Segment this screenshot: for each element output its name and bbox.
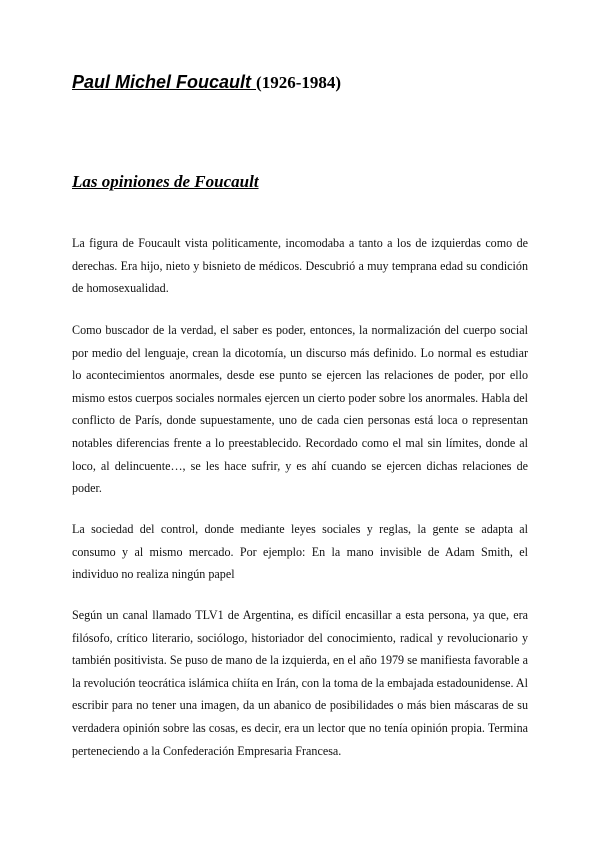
- paragraph-power: Como buscador de la verdad, el saber es poder, entonces, la normalización del cuerpo social por medio del lenguaje, crean la dicotomía, un discurso más definido. Lo normal es estudiar lo acontecimientos anormales, desde ese punto se ejercen las relaciones de poder, por ello mismo estos cuerpos sociales normales ejercen un cierto poder sobre los anormales. Habla del conflicto de París, donde supuestamente, uno de cada cien personas está loca o representan notables diferencias frente a lo preestablecido. Recordado como el mal sin límites, donde al loco, al delincuente…, se les hace sufrir, y es ahí cuando se ejercen dichas relaciones de poder.: [72, 323, 528, 496]
- paragraph-intro: La figura de Foucault vista politicamente, incomodaba a tanto a los de izquierdas como de derechas. Era hijo, nieto y bisnieto de médicos. Descubrió a muy temprana edad su condición de homosexualidad.: [72, 236, 528, 296]
- paragraph-biography: Según un canal llamado TLV1 de Argentina, es difícil encasillar a esta persona, ya que, era filósofo, crítico literario, sociólogo, historiador del conocimiento, radical y revolucionario y también positivista. Se puso de mano de la izquierda, en el año 1979 se manifiesta favorable a la revolución teocrática islámica chiíta en Irán, con la toma de la embajada estadounidense. Al escribir para no tener una imagen, da un abanico de posibilidades o más bien máscaras de su verdadera opinión sobre las cosas, es decir, era un lector que no tenía opinión propia. Termina perteneciendo a la Confederación Empresaria Francesa.: [72, 608, 529, 758]
- title-name: Paul Michel Foucault: [72, 72, 257, 92]
- paragraph-control: La sociedad del control, donde mediante leyes sociales y reglas, la gente se adapta al consumo y al mismo mercado. Por ejemplo: En la mano invisible de Adam Smith, el individuo no realiza ningún papel: [72, 522, 528, 582]
- page-title: [72, 72, 341, 93]
- section-title: Las opiniones de Foucault: [72, 172, 259, 191]
- title-years: (1926-1984): [256, 73, 342, 92]
